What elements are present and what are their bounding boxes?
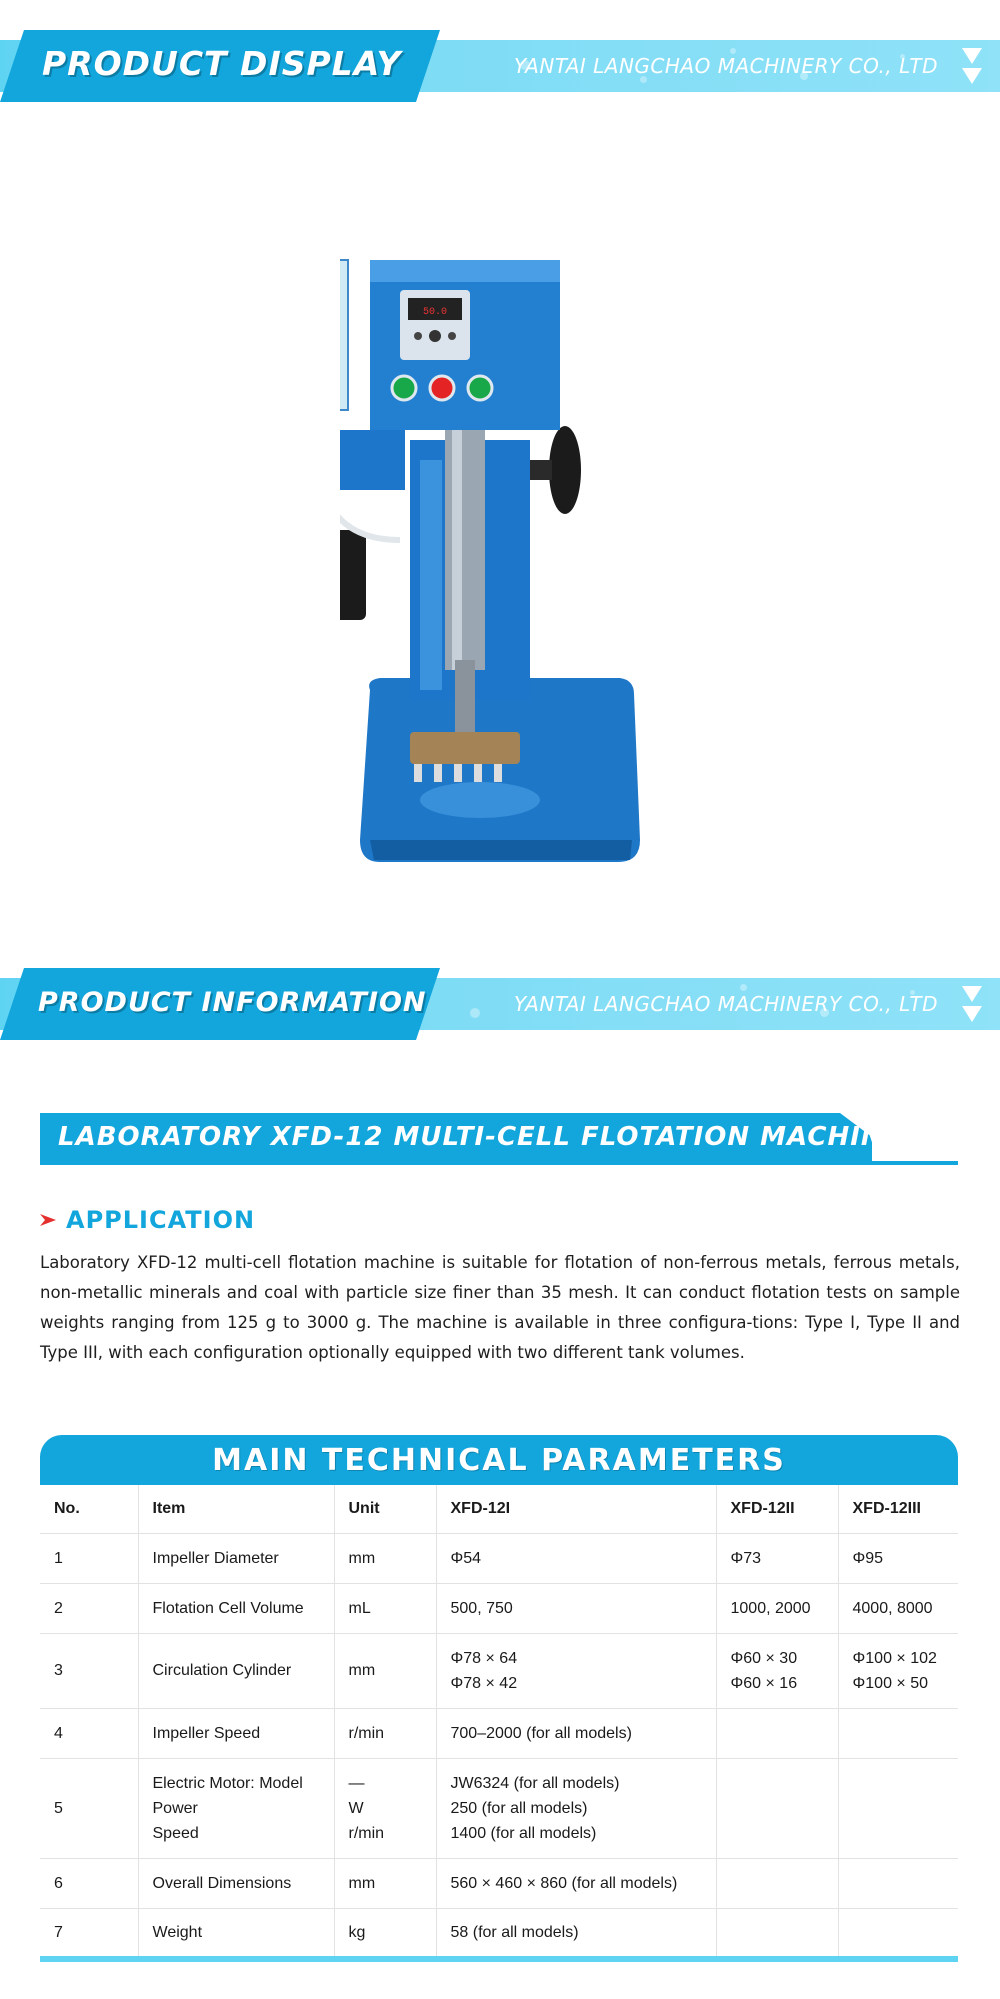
chevron-down-icon [962, 68, 982, 84]
application-label: APPLICATION [66, 1206, 256, 1234]
technical-parameters [40, 1435, 958, 1962]
banner-title: PRODUCT DISPLAY [42, 44, 402, 83]
cell-no: 1 [40, 1533, 138, 1583]
cell-no: 6 [40, 1858, 138, 1908]
cell-line: Φ60 × 30 [730, 1649, 798, 1667]
chevron-down-icon [962, 1006, 982, 1022]
cell-no: 2 [40, 1583, 138, 1633]
cell-line: r/min [348, 1824, 385, 1842]
cell-xfd-12ii [716, 1633, 838, 1708]
cell-xfd-12iii [838, 1858, 958, 1908]
cell-xfd-12i [436, 1633, 716, 1708]
cell-unit: mm [334, 1858, 436, 1908]
cell-xfd-12i: 700–2000 (for all models) [436, 1708, 716, 1758]
cell-xfd-12iii [838, 1708, 958, 1758]
table-row [40, 1583, 958, 1633]
cell-line: Power [152, 1799, 198, 1817]
table-row [40, 1533, 958, 1583]
cell-xfd-12ii [716, 1758, 838, 1858]
cell-line: 250 (for all models) [450, 1799, 588, 1817]
banner-company: YANTAI LANGCHAO MACHINERY CO., LTD [514, 992, 938, 1016]
cell-unit: mm [334, 1633, 436, 1708]
cell-xfd-12ii [716, 1708, 838, 1758]
product-title-underline [40, 1161, 958, 1165]
product-display-banner [0, 30, 1000, 102]
cell-xfd-12iii [838, 1633, 958, 1708]
cell-xfd-12ii: Φ73 [716, 1533, 838, 1583]
cell-xfd-12ii: 1000, 2000 [716, 1583, 838, 1633]
cell-xfd-12ii [716, 1908, 838, 1956]
table-header-row [40, 1485, 958, 1533]
parameters-footer-bar [40, 1956, 958, 1962]
cell-item: Impeller Speed [138, 1708, 334, 1758]
cell-line: — [348, 1774, 365, 1792]
cell-item: Flotation Cell Volume [138, 1583, 334, 1633]
cell-xfd-12i: 560 × 460 × 860 (for all models) [436, 1858, 716, 1908]
cell-line: Φ78 × 64 [450, 1649, 518, 1667]
cell-unit [334, 1758, 436, 1858]
product-image [340, 240, 660, 880]
chevron-down-icon [962, 986, 982, 1002]
cell-item: Weight [138, 1908, 334, 1956]
product-information-banner [0, 968, 1000, 1040]
header-item: Item [138, 1485, 334, 1533]
arrow-right-icon [40, 1212, 56, 1228]
cell-item: Circulation Cylinder [138, 1633, 334, 1708]
parameters-title: MAIN TECHNICAL PARAMETERS [212, 1442, 786, 1478]
header-xfd-12iii: XFD-12III [838, 1485, 958, 1533]
chevron-down-icon [962, 48, 982, 64]
cell-unit: kg [334, 1908, 436, 1956]
parameters-header [40, 1435, 958, 1485]
cell-no: 3 [40, 1633, 138, 1708]
application-description: Laboratory XFD-12 multi-cell flotation machine is suitable for flotation of non-ferrous metals, ferrous metals, non-metallic minerals and coal with particle size finer than 35 mesh. It can conduct flotation tests on sample weights ranging from 125 g to 3000 g. The machine is available in three configura-tions: Type I, Type II and Type III, with each configuration optionally equipped with two different tank volumes. [40, 1253, 960, 1362]
cell-item [138, 1758, 334, 1858]
header-unit: Unit [334, 1485, 436, 1533]
cell-xfd-12iii [838, 1758, 958, 1858]
cell-line: JW6324 (for all models) [450, 1774, 620, 1792]
cell-xfd-12ii [716, 1858, 838, 1908]
cell-line: 1400 (for all models) [450, 1824, 597, 1842]
application-heading [40, 1203, 255, 1237]
table-row [40, 1758, 958, 1858]
table-row [40, 1708, 958, 1758]
header-xfd-12i: XFD-12I [436, 1485, 716, 1533]
cell-line: Φ100 × 102 [852, 1649, 937, 1667]
product-title: LABORATORY XFD-12 MULTI-CELL FLOTATION MACHINE [58, 1122, 903, 1152]
cell-line: W [348, 1799, 364, 1817]
table-row [40, 1858, 958, 1908]
cell-line: Electric Motor: Model [152, 1774, 303, 1792]
cell-line: Φ78 × 42 [450, 1674, 518, 1692]
cell-no: 7 [40, 1908, 138, 1956]
cell-no: 4 [40, 1708, 138, 1758]
product-title-bar [40, 1113, 958, 1165]
cell-xfd-12i [436, 1758, 716, 1858]
header-xfd-12ii: XFD-12II [716, 1485, 838, 1533]
cell-item: Overall Dimensions [138, 1858, 334, 1908]
cell-item: Impeller Diameter [138, 1533, 334, 1583]
parameters-table [40, 1485, 958, 1956]
cell-xfd-12iii: 4000, 8000 [838, 1583, 958, 1633]
table-row [40, 1908, 958, 1956]
cell-no: 5 [40, 1758, 138, 1858]
cell-xfd-12iii: Φ95 [838, 1533, 958, 1583]
cell-xfd-12i: 58 (for all models) [436, 1908, 716, 1956]
svg-text:50.0: 50.0 [422, 307, 448, 318]
cell-unit: r/min [334, 1708, 436, 1758]
cell-line: Φ100 × 50 [852, 1674, 928, 1692]
banner-company: YANTAI LANGCHAO MACHINERY CO., LTD [514, 54, 938, 78]
banner-title: PRODUCT INFORMATION [38, 987, 427, 1018]
cell-unit: mL [334, 1583, 436, 1633]
cell-xfd-12iii [838, 1908, 958, 1956]
cell-xfd-12i: 500, 750 [436, 1583, 716, 1633]
cell-line: Φ60 × 16 [730, 1674, 798, 1692]
cell-unit: mm [334, 1533, 436, 1583]
header-no: No. [40, 1485, 138, 1533]
cell-line: Speed [152, 1824, 199, 1842]
cell-xfd-12i: Φ54 [436, 1533, 716, 1583]
table-row [40, 1633, 958, 1708]
